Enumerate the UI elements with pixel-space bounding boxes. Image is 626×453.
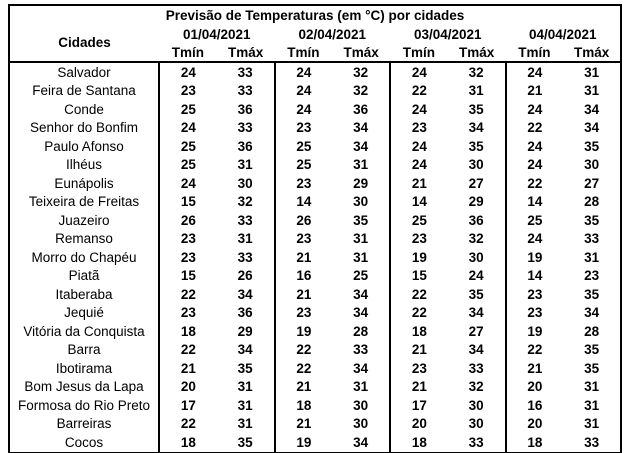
temperature-forecast-table xyxy=(8,4,622,453)
tmax-value: 34 xyxy=(353,305,369,320)
tmax-value: 35 xyxy=(584,138,600,154)
tmax-value: 33 xyxy=(584,434,600,450)
tmax-value: 34 xyxy=(237,286,253,302)
tmax-value: 30 xyxy=(468,397,484,413)
tmin-value: 23 xyxy=(275,230,333,249)
tmin-value: 24 xyxy=(390,62,448,82)
tmax-value: 30 xyxy=(468,157,484,172)
tmin-value: 17 xyxy=(159,396,217,415)
tmin-value: 17 xyxy=(390,396,448,415)
tmax-value: 34 xyxy=(353,120,369,135)
tmax-value: 34 xyxy=(468,120,484,135)
tmax-value: 34 xyxy=(353,434,369,450)
tmax-value: 30 xyxy=(353,397,369,413)
tmax-value: 31 xyxy=(584,379,600,394)
table-row xyxy=(9,137,621,156)
city-name: Paulo Afonso xyxy=(44,138,124,154)
tmax-value: 36 xyxy=(237,101,253,117)
tmax-value: 35 xyxy=(584,342,600,357)
table-row xyxy=(9,174,621,193)
tmin-header-4: Tmín xyxy=(506,44,564,62)
tmin-value: 23 xyxy=(159,248,217,267)
tmax-value: 33 xyxy=(237,64,253,80)
tmin-value: 24 xyxy=(275,62,333,82)
city-name: Remanso xyxy=(55,231,113,246)
tmin-value: 23 xyxy=(159,82,217,101)
tmin-value: 20 xyxy=(506,378,564,397)
tmin-value: 23 xyxy=(159,304,217,323)
tmax-value: 30 xyxy=(353,416,369,431)
tmin-value: 24 xyxy=(506,100,564,119)
tmin-value: 15 xyxy=(159,193,217,212)
tmax-value: 34 xyxy=(468,305,484,320)
tmin-value: 26 xyxy=(275,211,333,230)
tmax-value: 35 xyxy=(237,434,253,450)
city-name: Barreiras xyxy=(56,416,112,431)
tmax-value: 28 xyxy=(584,194,600,209)
table-row xyxy=(9,341,621,360)
tmin-value: 22 xyxy=(159,415,217,434)
tmax-value: 34 xyxy=(584,305,600,320)
table-row xyxy=(9,378,621,397)
table-row xyxy=(9,248,621,267)
tmax-value: 33 xyxy=(468,360,484,376)
tmin-value: 24 xyxy=(159,119,217,138)
tmax-value: 34 xyxy=(584,101,600,117)
tmin-value: 22 xyxy=(506,341,564,360)
tmin-value: 25 xyxy=(390,211,448,230)
tmin-value: 22 xyxy=(390,285,448,304)
city-name: Jequié xyxy=(64,305,104,320)
date-row xyxy=(9,25,621,44)
tmax-value: 31 xyxy=(353,379,369,394)
tmin-value: 18 xyxy=(506,433,564,453)
tmin-value: 18 xyxy=(390,322,448,341)
tmin-header-3: Tmín xyxy=(390,44,448,62)
tmin-value: 25 xyxy=(275,137,333,156)
tmax-value: 30 xyxy=(468,416,484,431)
tmin-value: 21 xyxy=(159,359,217,378)
tmin-value: 22 xyxy=(159,341,217,360)
tmin-value: 21 xyxy=(506,82,564,101)
tmax-value: 35 xyxy=(584,360,600,376)
tmax-header-4: Tmáx xyxy=(563,44,621,62)
tmin-value: 21 xyxy=(275,285,333,304)
tmin-value: 14 xyxy=(275,193,333,212)
tmin-value: 22 xyxy=(159,285,217,304)
tmin-value: 15 xyxy=(390,267,448,286)
tmax-value: 35 xyxy=(237,360,253,376)
city-name: Ilhéus xyxy=(65,157,103,172)
tmin-value: 22 xyxy=(506,174,564,193)
tmin-value: 25 xyxy=(506,211,564,230)
tmax-value: 35 xyxy=(584,212,600,228)
table-row xyxy=(9,211,621,230)
tmin-value: 24 xyxy=(506,137,564,156)
tmax-value: 33 xyxy=(237,120,253,135)
tmin-value: 15 xyxy=(159,267,217,286)
tmin-value: 18 xyxy=(159,322,217,341)
tmin-value: 24 xyxy=(506,62,564,82)
table-row xyxy=(9,230,621,249)
tmin-value: 24 xyxy=(506,156,564,175)
tmax-value: 32 xyxy=(468,64,484,80)
tmax-value: 33 xyxy=(237,249,253,265)
tmax-value: 30 xyxy=(584,157,600,172)
table-title: Previsão de Temperaturas (em °C) por cidades xyxy=(165,7,465,23)
tmin-value: 14 xyxy=(390,193,448,212)
tmin-value: 22 xyxy=(275,341,333,360)
tmin-value: 21 xyxy=(275,248,333,267)
tmax-value: 31 xyxy=(237,231,253,246)
tmax-value: 29 xyxy=(237,323,253,339)
city-name: Conde xyxy=(64,101,104,117)
tmax-header-2: Tmáx xyxy=(332,44,390,62)
tmax-value: 31 xyxy=(353,157,369,172)
tmax-value: 33 xyxy=(584,231,600,246)
tmin-value: 20 xyxy=(506,415,564,434)
date-header-2: 02/04/2021 xyxy=(298,26,367,42)
tmax-value: 24 xyxy=(468,268,484,283)
tmin-value: 23 xyxy=(275,304,333,323)
tmin-value: 24 xyxy=(390,137,448,156)
tmin-value: 18 xyxy=(159,433,217,453)
tmin-value: 21 xyxy=(390,341,448,360)
tmin-value: 22 xyxy=(390,82,448,101)
tmax-value: 31 xyxy=(237,379,253,394)
tmax-value: 33 xyxy=(237,212,253,228)
tmin-value: 19 xyxy=(275,322,333,341)
table-row xyxy=(9,156,621,175)
tmax-value: 28 xyxy=(584,323,600,339)
tmin-value: 23 xyxy=(275,119,333,138)
city-name: Bom Jesus da Lapa xyxy=(24,379,144,394)
table-row xyxy=(9,396,621,415)
tmin-value: 23 xyxy=(506,304,564,323)
table-row xyxy=(9,82,621,101)
city-name: Formosa do Rio Preto xyxy=(17,397,151,413)
city-name: Feira de Santana xyxy=(32,83,136,98)
tmin-value: 18 xyxy=(390,433,448,453)
tmin-value: 24 xyxy=(390,156,448,175)
date-header-4: 04/04/2021 xyxy=(528,26,597,42)
tmin-value: 20 xyxy=(159,378,217,397)
tmax-value: 34 xyxy=(468,342,484,357)
tmax-value: 35 xyxy=(584,286,600,302)
tmax-value: 36 xyxy=(237,138,253,154)
table-row xyxy=(9,285,621,304)
tmin-value: 14 xyxy=(506,267,564,286)
tmax-value: 27 xyxy=(468,323,484,339)
table-row xyxy=(9,267,621,286)
tmin-value: 21 xyxy=(275,415,333,434)
tmin-value: 19 xyxy=(506,322,564,341)
tmin-value: 23 xyxy=(275,174,333,193)
tmax-value: 29 xyxy=(468,194,484,209)
tmax-value: 33 xyxy=(468,434,484,450)
tmax-value: 35 xyxy=(468,138,484,154)
tmax-value: 31 xyxy=(237,157,253,172)
tmin-value: 25 xyxy=(275,156,333,175)
city-name: Juazeiro xyxy=(58,212,110,228)
tmin-value: 24 xyxy=(506,230,564,249)
tmin-value: 23 xyxy=(506,285,564,304)
tmin-value: 21 xyxy=(390,174,448,193)
tmin-value: 22 xyxy=(275,359,333,378)
city-name: Morro do Chapéu xyxy=(31,249,137,265)
city-name: Ibotirama xyxy=(55,360,113,376)
tmax-value: 27 xyxy=(584,175,600,191)
table-row xyxy=(9,193,621,212)
tmax-value: 36 xyxy=(237,305,253,320)
tmax-value: 29 xyxy=(353,175,369,191)
city-name: Vitória da Conquista xyxy=(23,323,145,339)
tmin-value: 19 xyxy=(390,248,448,267)
table-row xyxy=(9,304,621,323)
tmax-value: 23 xyxy=(584,268,600,283)
tmax-value: 31 xyxy=(584,416,600,431)
tmax-value: 34 xyxy=(353,138,369,154)
tmin-value: 21 xyxy=(275,378,333,397)
table-row xyxy=(9,322,621,341)
tmin-value: 14 xyxy=(506,193,564,212)
table-row xyxy=(9,62,621,82)
date-header-3: 03/04/2021 xyxy=(413,26,482,42)
tmax-value: 34 xyxy=(353,286,369,302)
tmax-value: 32 xyxy=(353,64,369,80)
tmin-header-2: Tmín xyxy=(275,44,333,62)
tmax-header-3: Tmáx xyxy=(448,44,506,62)
city-name: Piatã xyxy=(68,268,100,283)
tmax-value: 33 xyxy=(353,342,369,357)
tmin-value: 21 xyxy=(506,359,564,378)
table-row xyxy=(9,415,621,434)
tmax-value: 32 xyxy=(468,231,484,246)
tmax-header-1: Tmáx xyxy=(217,44,275,62)
city-name: Cocos xyxy=(64,434,104,450)
tmin-value: 22 xyxy=(506,119,564,138)
tmax-value: 31 xyxy=(237,397,253,413)
tmax-value: 31 xyxy=(584,397,600,413)
table-header xyxy=(9,5,621,62)
tmax-value: 25 xyxy=(353,268,369,283)
city-name: Senhor do Bonfim xyxy=(29,120,139,135)
tmax-value: 31 xyxy=(468,83,484,98)
tmin-value: 16 xyxy=(275,267,333,286)
city-name: Barra xyxy=(67,342,101,357)
tmax-value: 36 xyxy=(468,212,484,228)
tmin-value: 25 xyxy=(159,100,217,119)
date-header-1: 01/04/2021 xyxy=(182,26,251,42)
tmax-value: 27 xyxy=(468,175,484,191)
tmax-value: 33 xyxy=(237,83,253,98)
tmin-value: 18 xyxy=(275,396,333,415)
city-name: Itaberaba xyxy=(55,286,113,302)
tmin-header-1: Tmín xyxy=(159,44,217,62)
table-row xyxy=(9,119,621,138)
city-name: Salvador xyxy=(57,64,111,80)
tmin-value: 25 xyxy=(159,137,217,156)
tmax-value: 30 xyxy=(353,194,369,209)
tmax-value: 34 xyxy=(584,120,600,135)
tmax-value: 34 xyxy=(237,342,253,357)
tmax-value: 32 xyxy=(237,194,253,209)
tmin-value: 23 xyxy=(390,119,448,138)
tmin-value: 16 xyxy=(506,396,564,415)
tmin-value: 24 xyxy=(275,100,333,119)
city-name: Eunápolis xyxy=(54,175,114,191)
table-body xyxy=(9,62,621,453)
table-row xyxy=(9,433,621,453)
tmin-value: 19 xyxy=(506,248,564,267)
tmax-value: 36 xyxy=(353,101,369,117)
tmin-value: 24 xyxy=(159,174,217,193)
title-row xyxy=(9,5,621,25)
tmax-value: 35 xyxy=(468,286,484,302)
tmin-value: 23 xyxy=(390,230,448,249)
tmax-value: 28 xyxy=(353,323,369,339)
tmax-value: 31 xyxy=(584,249,600,265)
tmax-value: 32 xyxy=(468,379,484,394)
tmin-value: 24 xyxy=(275,82,333,101)
table-row xyxy=(9,359,621,378)
tmax-value: 26 xyxy=(237,268,253,283)
tmax-value: 35 xyxy=(468,101,484,117)
cities-column-header: Cidades xyxy=(9,25,159,62)
city-name: Teixeira de Freitas xyxy=(28,194,140,209)
tmin-value: 20 xyxy=(390,415,448,434)
tmin-value: 25 xyxy=(159,156,217,175)
tmin-value: 23 xyxy=(390,359,448,378)
tmin-value: 21 xyxy=(390,378,448,397)
tmax-value: 31 xyxy=(584,83,600,98)
table-row xyxy=(9,100,621,119)
tmax-value: 34 xyxy=(353,360,369,376)
tmin-value: 23 xyxy=(159,230,217,249)
tmin-value: 22 xyxy=(390,304,448,323)
tmin-value: 24 xyxy=(159,62,217,82)
tmin-value: 19 xyxy=(275,433,333,453)
tmax-value: 31 xyxy=(237,416,253,431)
tmax-value: 30 xyxy=(237,175,253,191)
tmax-value: 32 xyxy=(353,83,369,98)
tmin-value: 24 xyxy=(390,100,448,119)
tmin-value: 26 xyxy=(159,211,217,230)
tmax-value: 31 xyxy=(353,249,369,265)
tmax-value: 31 xyxy=(353,231,369,246)
tmax-value: 31 xyxy=(584,64,600,80)
tmax-value: 35 xyxy=(353,212,369,228)
tmax-value: 30 xyxy=(468,249,484,265)
